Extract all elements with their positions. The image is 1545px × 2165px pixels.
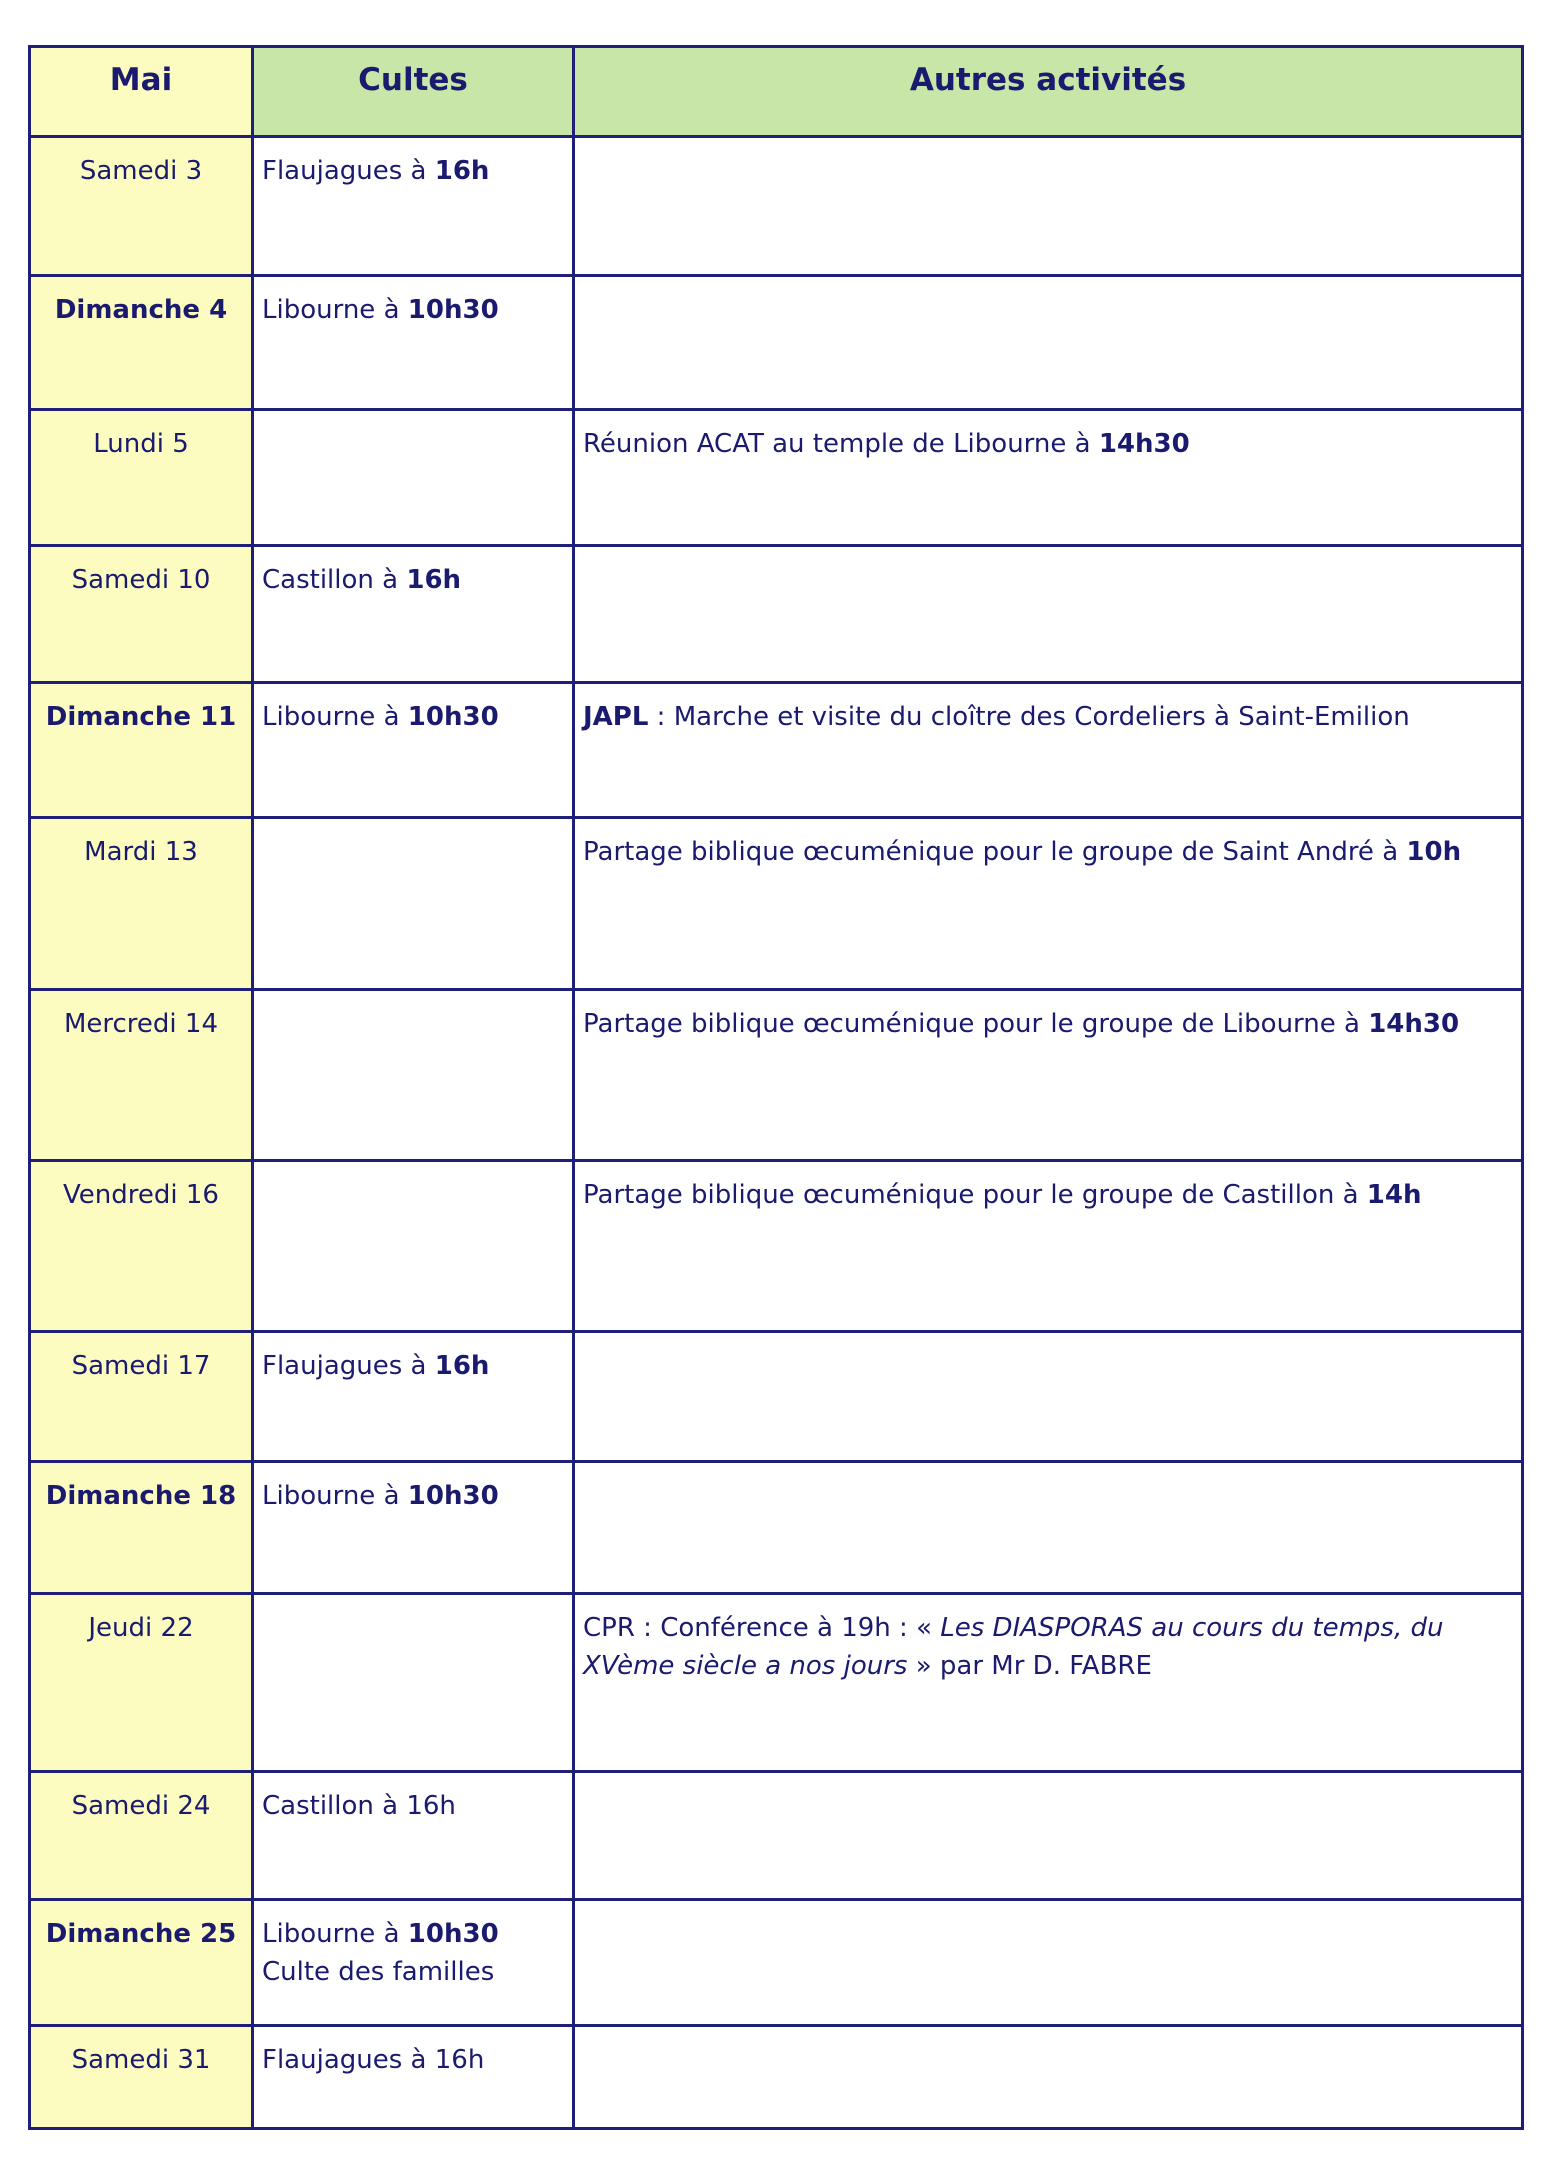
day-cell: Vendredi 16 xyxy=(30,1161,253,1332)
day-cell: Dimanche 25 xyxy=(30,1900,253,2026)
header-autres-activites: Autres activités xyxy=(574,47,1523,137)
autres-cell xyxy=(574,1594,1523,1772)
table-row xyxy=(30,1462,1523,1594)
cpr-suffix: » par Mr D. FABRE xyxy=(907,1651,1152,1681)
cultes-time: 16h xyxy=(434,156,490,186)
day-cell: Samedi 31 xyxy=(30,2026,253,2129)
cultes-place: Libourne à xyxy=(262,295,408,325)
autres-cell xyxy=(574,410,1523,546)
cultes-time: 10h30 xyxy=(407,295,499,325)
day-cell: Dimanche 4 xyxy=(30,276,253,410)
table-row xyxy=(30,990,1523,1161)
day-cell: Mercredi 14 xyxy=(30,990,253,1161)
activity-text: Partage biblique œcuménique pour le groupe de Castillon à xyxy=(583,1180,1367,1210)
cultes-time: 16h xyxy=(406,565,462,595)
cultes-place: Flaujagues à xyxy=(262,1351,435,1381)
table-row xyxy=(30,1332,1523,1462)
cultes-place: Castillon à 16h xyxy=(262,1791,456,1821)
cultes-cell xyxy=(253,683,574,818)
autres-cell xyxy=(574,2026,1523,2129)
cultes-place: Flaujagues à 16h xyxy=(262,2045,485,2075)
day-cell: Mardi 13 xyxy=(30,818,253,990)
day-cell: Samedi 3 xyxy=(30,137,253,276)
autres-cell xyxy=(574,1161,1523,1332)
cpr-title: Les DIASPORAS au cours du temps, du XVème siècle a nos jours xyxy=(583,1613,1444,1681)
table-row xyxy=(30,546,1523,683)
header-cultes: Cultes xyxy=(253,47,574,137)
autres-cell xyxy=(574,990,1523,1161)
activity-time: 14h xyxy=(1366,1180,1422,1210)
cultes-cell xyxy=(253,137,574,276)
table-row xyxy=(30,1772,1523,1900)
cultes-time: 10h30 xyxy=(407,1481,499,1511)
autres-cell xyxy=(574,1462,1523,1594)
autres-cell xyxy=(574,683,1523,818)
cultes-place: Libourne à xyxy=(262,702,408,732)
autres-cell xyxy=(574,818,1523,990)
header-row xyxy=(30,47,1523,137)
cultes-cell xyxy=(253,818,574,990)
cultes-place: Castillon à xyxy=(262,565,407,595)
table-row xyxy=(30,818,1523,990)
cultes-cell xyxy=(253,990,574,1161)
table-row xyxy=(30,683,1523,818)
schedule-table xyxy=(28,45,1524,2130)
autres-cell xyxy=(574,137,1523,276)
cultes-place: Flaujagues à xyxy=(262,156,435,186)
cultes-cell xyxy=(253,410,574,546)
cultes-cell xyxy=(253,546,574,683)
table-row xyxy=(30,2026,1523,2129)
cultes-cell xyxy=(253,1161,574,1332)
activity-lead: JAPL xyxy=(583,702,649,732)
day-cell: Dimanche 11 xyxy=(30,683,253,818)
table-row xyxy=(30,1594,1523,1772)
day-cell: Samedi 17 xyxy=(30,1332,253,1462)
table-row xyxy=(30,276,1523,410)
cultes-cell xyxy=(253,1462,574,1594)
cultes-cell xyxy=(253,1772,574,1900)
autres-cell xyxy=(574,546,1523,683)
activity-time: 10h xyxy=(1406,837,1462,867)
table-row xyxy=(30,410,1523,546)
cultes-time: 10h30 xyxy=(407,702,499,732)
autres-cell xyxy=(574,1332,1523,1462)
cultes-cell xyxy=(253,276,574,410)
activity-text: Partage biblique œcuménique pour le groupe de Libourne à xyxy=(583,1009,1369,1039)
header-month: Mai xyxy=(30,47,253,137)
activity-text: Partage biblique œcuménique pour le groupe de Saint André à xyxy=(583,837,1407,867)
activity-time: 14h30 xyxy=(1368,1009,1460,1039)
cpr-prefix: CPR : Conférence à 19h : « xyxy=(583,1613,941,1643)
day-cell: Samedi 10 xyxy=(30,546,253,683)
day-cell: Samedi 24 xyxy=(30,1772,253,1900)
cultes-cell xyxy=(253,1332,574,1462)
cultes-cell xyxy=(253,2026,574,2129)
day-cell: Lundi 5 xyxy=(30,410,253,546)
cultes-time: 16h xyxy=(434,1351,490,1381)
cultes-extra: Culte des familles xyxy=(262,1957,495,1987)
autres-cell xyxy=(574,1772,1523,1900)
table-row xyxy=(30,137,1523,276)
table-row xyxy=(30,1900,1523,2026)
autres-cell xyxy=(574,1900,1523,2026)
activity-text: : Marche et visite du cloître des Cordeliers à Saint-Emilion xyxy=(648,702,1410,732)
cultes-cell xyxy=(253,1594,574,1772)
autres-cell xyxy=(574,276,1523,410)
table-row xyxy=(30,1161,1523,1332)
cultes-place: Libourne à xyxy=(262,1919,408,1949)
activity-text: Réunion ACAT au temple de Libourne à xyxy=(583,429,1099,459)
cultes-cell xyxy=(253,1900,574,2026)
day-cell: Jeudi 22 xyxy=(30,1594,253,1772)
cultes-place: Libourne à xyxy=(262,1481,408,1511)
cultes-time: 10h30 xyxy=(407,1919,499,1949)
activity-time: 14h30 xyxy=(1098,429,1190,459)
day-cell: Dimanche 18 xyxy=(30,1462,253,1594)
